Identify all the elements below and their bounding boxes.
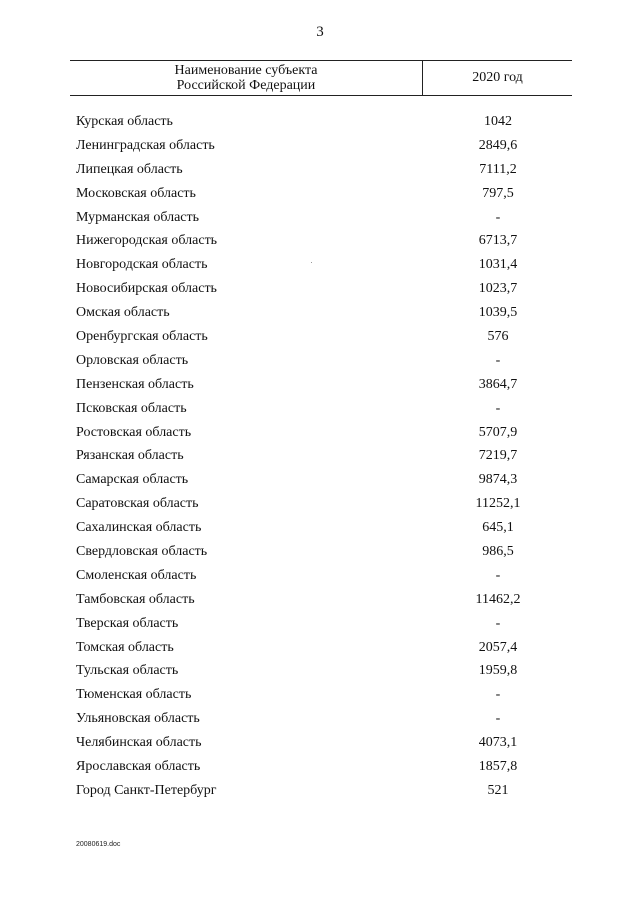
region-value: 7219,7 (478, 448, 518, 464)
region-value: 1042 (484, 113, 512, 129)
region-value: 3864,7 (478, 376, 518, 392)
region-value: 5707,9 (478, 424, 518, 440)
region-value: 521 (487, 782, 509, 798)
region-name: Новгородская область (76, 257, 208, 273)
table-row (76, 373, 572, 397)
table-header (70, 60, 572, 96)
table-row (76, 301, 572, 325)
table-row (76, 253, 572, 277)
table-row (76, 182, 572, 206)
table-row (76, 468, 572, 492)
header-column-year: 2020 год (472, 70, 523, 85)
region-value: 797,5 (482, 185, 514, 201)
table-row (76, 110, 572, 134)
table-row (76, 731, 572, 755)
table-row (76, 325, 572, 349)
footer-filename: 20080619.doc (76, 841, 121, 848)
region-name: Ленинградская область (76, 137, 215, 153)
region-value: - (495, 352, 501, 368)
table-row (76, 492, 572, 516)
table-row (76, 612, 572, 636)
region-name: Орловская область (76, 352, 189, 368)
region-name: Пензенская область (76, 376, 194, 392)
region-value: - (495, 711, 501, 727)
header-subject-line-2: Российской Федерации (176, 78, 316, 93)
table-row (76, 707, 572, 731)
region-value: 576 (487, 328, 509, 344)
region-name: Мурманская область (76, 209, 200, 225)
region-value: - (495, 615, 501, 631)
region-name: Новосибирская область (76, 281, 217, 297)
region-value: - (495, 687, 501, 703)
table-row (76, 158, 572, 182)
region-name: Свердловская область (76, 543, 208, 559)
table-row (76, 206, 572, 230)
region-value: 6713,7 (478, 233, 518, 249)
region-value: - (495, 400, 501, 416)
region-value: 9874,3 (478, 472, 518, 488)
region-name: Смоленская область (76, 567, 197, 583)
region-value: 7111,2 (479, 161, 517, 177)
region-name: Тверская область (76, 615, 179, 631)
region-value: 1031,4 (478, 257, 518, 273)
region-value: - (495, 209, 501, 225)
region-name: Тульская область (76, 663, 179, 679)
table-row (76, 229, 572, 253)
region-name: Саратовская область (76, 496, 199, 512)
region-name: Омская область (76, 305, 170, 321)
region-name: Нижегородская область (76, 233, 218, 249)
region-name: Тамбовская область (76, 591, 195, 607)
region-name: Псковская область (76, 400, 187, 416)
region-name: Челябинская область (76, 735, 202, 751)
table-row (76, 564, 572, 588)
region-value: 11462,2 (475, 591, 521, 607)
region-value: 645,1 (482, 520, 514, 536)
region-name: Томская область (76, 639, 174, 655)
region-value: 2057,4 (478, 639, 518, 655)
region-name: Курская область (76, 113, 173, 129)
region-name: Ярославская область (76, 758, 201, 774)
region-name: Ростовская область (76, 424, 192, 440)
table-row (76, 540, 572, 564)
table-row (76, 444, 572, 468)
table-row (76, 397, 572, 421)
region-value: 1959,8 (478, 663, 518, 679)
table-body (76, 110, 572, 803)
region-value: 11252,1 (475, 496, 521, 512)
table-row (76, 755, 572, 779)
region-value: 2849,6 (478, 137, 518, 153)
region-name: Город Санкт-Петербург (76, 782, 217, 798)
region-name: Самарская область (76, 472, 189, 488)
region-name: Ульяновская область (76, 711, 200, 727)
table-row (76, 134, 572, 158)
region-name: Сахалинская область (76, 520, 202, 536)
table-row (76, 277, 572, 301)
region-name: Тюменская область (76, 687, 192, 703)
page-number: 3 (316, 24, 324, 40)
region-name: Оренбургская область (76, 328, 208, 344)
table-row (76, 349, 572, 373)
table-row (76, 683, 572, 707)
region-value: 4073,1 (478, 735, 518, 751)
table-row (76, 421, 572, 445)
region-value: 986,5 (482, 543, 514, 559)
table-row (76, 636, 572, 660)
region-name: Липецкая область (76, 161, 183, 177)
region-value: 1039,5 (478, 305, 518, 321)
region-name: Московская область (76, 185, 196, 201)
table-row (76, 588, 572, 612)
region-value: 1023,7 (478, 281, 518, 297)
header-column-subject (70, 61, 422, 95)
table-row (76, 659, 572, 683)
header-subject-line-1: Наименование субъекта (174, 63, 318, 78)
table-row (76, 516, 572, 540)
table-row (76, 779, 572, 803)
region-value: - (495, 567, 501, 583)
region-value: 1857,8 (478, 758, 518, 774)
region-name: Рязанская область (76, 448, 184, 464)
